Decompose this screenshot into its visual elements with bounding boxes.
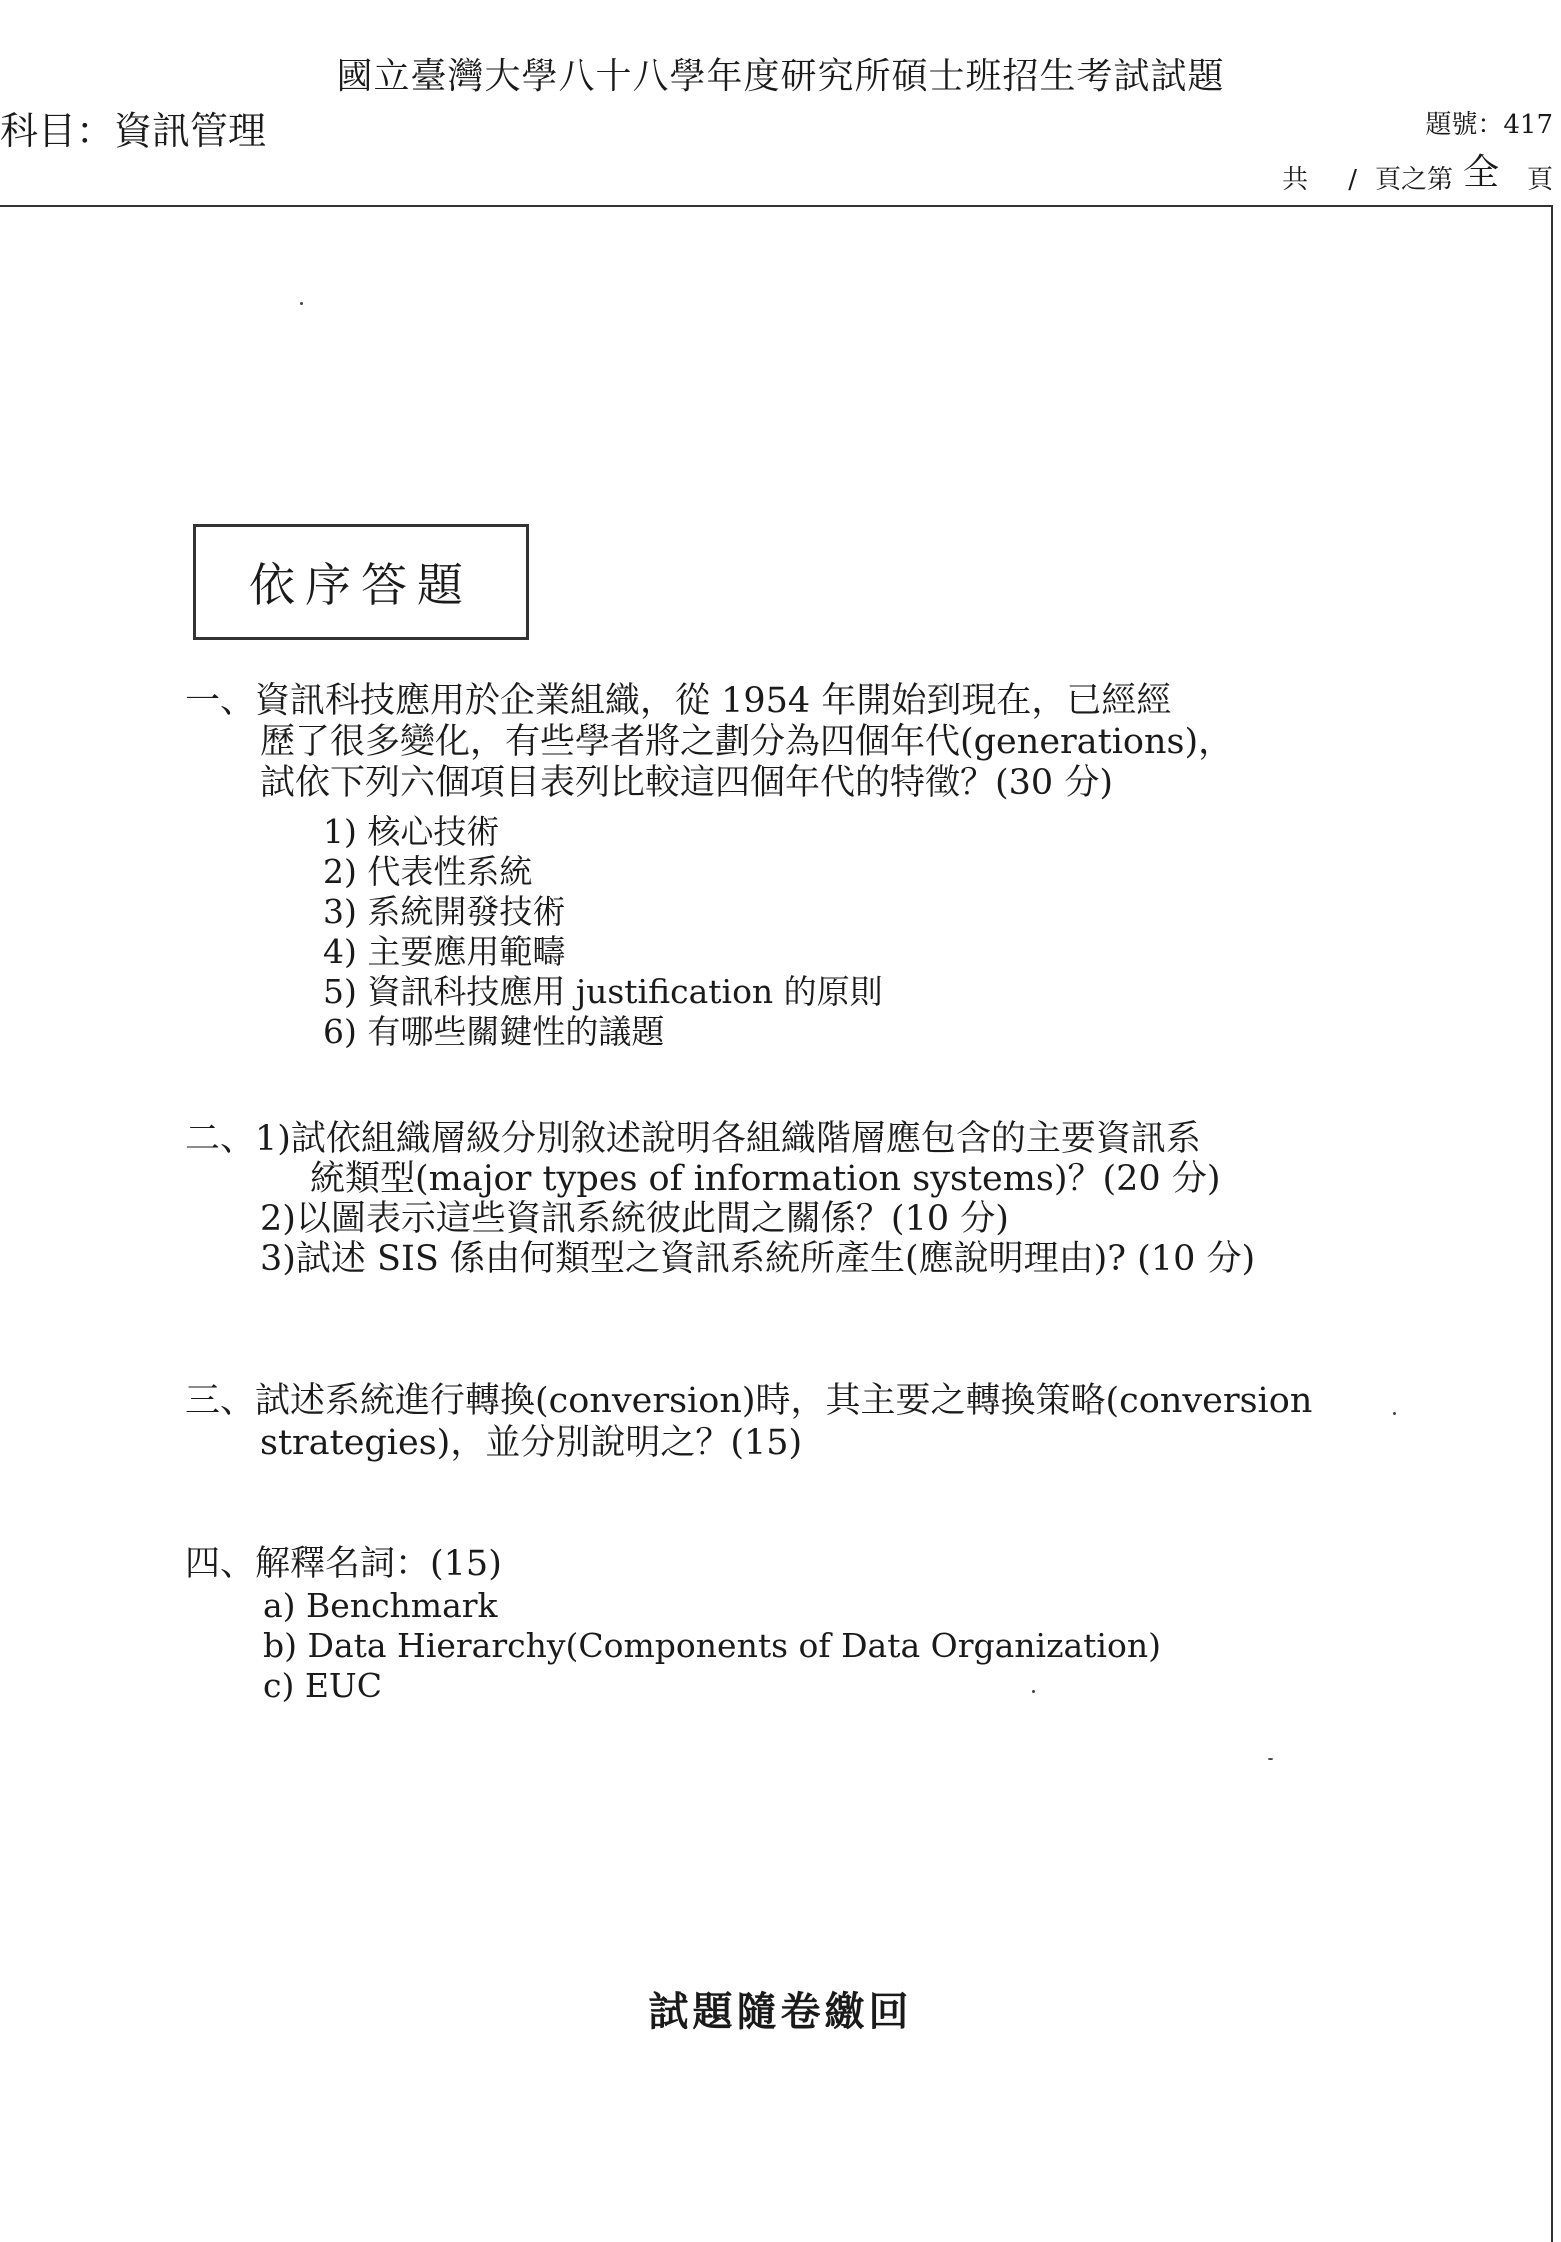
q2-line-4: 3)試述 SIS 係由何類型之資訊系統所產生(應說明理由)? (10 分) — [260, 1239, 1256, 1279]
page-total-label: 共 — [1282, 165, 1309, 195]
q4-item-b: b) Data Hierarchy(Components of Data Organization) — [263, 1626, 1161, 1665]
q2-line-3: 2)以圖表示這些資訊系統彼此間之關係？(10 分) — [260, 1199, 1009, 1239]
q4-item-c: c) EUC — [263, 1666, 382, 1705]
q1-item-2: 2) 代表性系統 — [323, 852, 533, 891]
question-number: 題號：417 — [1425, 110, 1553, 140]
q1-line-3: 試依下列六個項目表列比較這四個年代的特徵？(30 分) — [260, 763, 1113, 803]
q4-title: 四、解釋名詞：(15) — [185, 1544, 502, 1584]
q3-line-2: strategies)，並分別說明之？(15) — [260, 1423, 803, 1463]
scan-speck — [1393, 1412, 1396, 1415]
instruction-box: 依序答題 — [193, 524, 529, 640]
page-suffix: 頁 — [1526, 165, 1553, 195]
q4-item-a: a) Benchmark — [263, 1586, 498, 1625]
page-value: 全 — [1462, 152, 1499, 193]
footer-notice: 試題隨卷繳回 — [648, 1988, 913, 2035]
q1-item-5: 5) 資訊科技應用 justification 的原則 — [323, 972, 883, 1011]
scan-speck — [1032, 1690, 1035, 1693]
q1-line-2: 歷了很多變化，有些學者將之劃分為四個年代(generations)， — [260, 722, 1234, 762]
scan-speck — [300, 302, 303, 305]
q3-line-1: 三、試述系統進行轉換(conversion)時，其主要之轉換策略(conversion — [185, 1381, 1313, 1421]
q1-item-1: 1) 核心技術 — [323, 812, 500, 851]
q2-line-2: 統類型(major types of information systems)？(20 分) — [310, 1159, 1221, 1199]
subject-label: 科目：資訊管理 — [0, 109, 267, 153]
page-label: 頁之第 — [1374, 165, 1453, 195]
q1-item-4: 4) 主要應用範疇 — [323, 932, 566, 971]
page-info — [1282, 148, 1553, 199]
exam-title: 國立臺灣大學八十八學年度研究所碩士班招生考試試題 — [336, 56, 1225, 97]
page-total-value: / — [1348, 165, 1357, 195]
q2-line-1: 二、1)試依組織層級分別敘述說明各組織階層應包含的主要資訊系 — [185, 1119, 1201, 1159]
q1-item-6: 6) 有哪些關鍵性的議題 — [323, 1012, 665, 1051]
q1-item-3: 3) 系統開發技術 — [323, 892, 566, 931]
scan-speck — [1268, 1758, 1273, 1760]
q1-line-1: 一、資訊科技應用於企業組織，從 1954 年開始到現在，已經經 — [185, 681, 1172, 721]
